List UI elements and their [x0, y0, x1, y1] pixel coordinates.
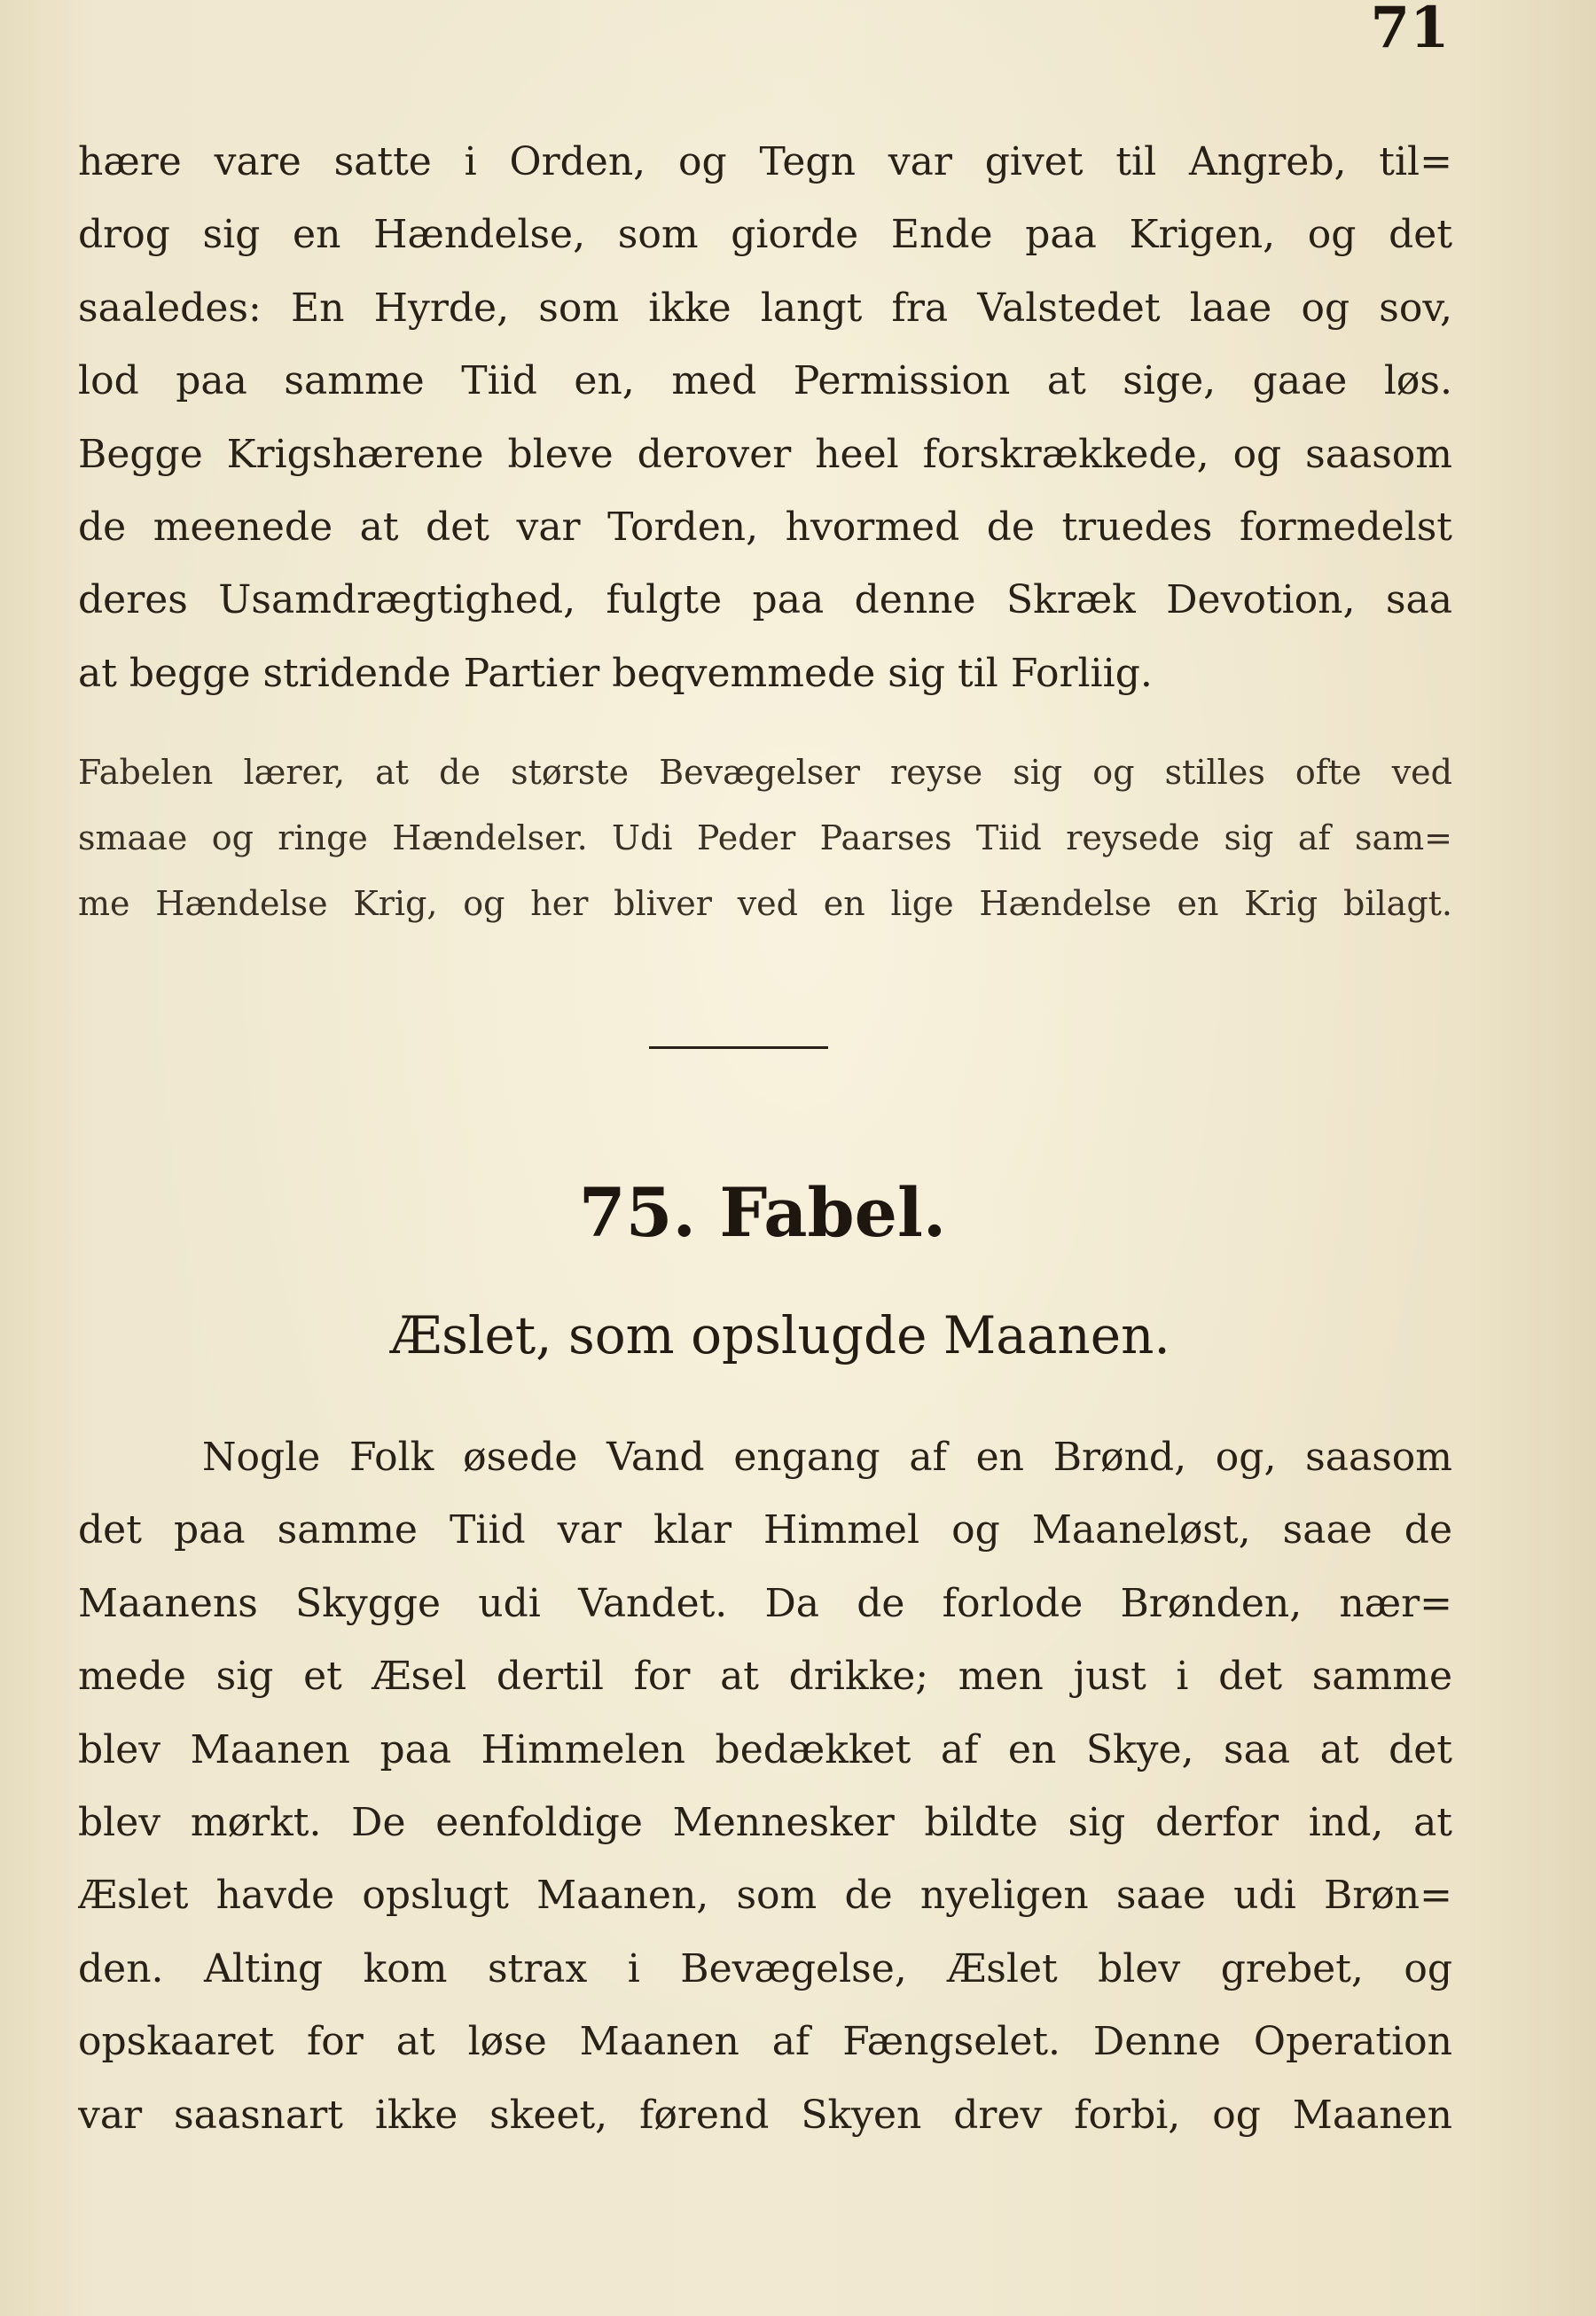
- section-divider: [649, 1046, 828, 1049]
- moral-line: smaae og ringe Hændelser. Udi Peder Paarses Tiid reysede sig af sam=: [78, 818, 1452, 857]
- fable-subtitle: Æslet, som opslugde Maanen.: [390, 1305, 1170, 1365]
- moral-paragraph: [78, 739, 1452, 936]
- page-number: 71: [1370, 0, 1450, 61]
- text-line: blev mørkt. De eenfoldige Mennesker bildte sig derfor ind, at: [78, 1799, 1452, 1845]
- text-line: saaledes: En Hyrde, som ikke langt fra Valstedet laae og sov,: [78, 285, 1452, 331]
- text-line: drog sig en Hændelse, som giorde Ende paa Krigen, og det: [78, 212, 1452, 258]
- text-line: deres Usamdrægtighed, fulgte paa denne Skræk Devotion, saa: [78, 577, 1452, 623]
- text-line: Æslet havde opslugt Maanen, som de nyeligen saae udi Brøn=: [78, 1873, 1452, 1919]
- text-line: lod paa samme Tiid en, med Permission at sige, gaae løs.: [78, 358, 1452, 404]
- text-line: opskaaret for at løse Maanen af Fængselet. Denne Operation: [78, 2019, 1452, 2065]
- text-line: den. Alting kom strax i Bevægelse, Æslet blev grebet, og: [78, 1945, 1452, 1991]
- intro-paragraph: [78, 126, 1452, 710]
- story-paragraph: [78, 1421, 1452, 2152]
- text-line: Begge Krigshærene bleve derover heel forskrækkede, og saasom: [78, 431, 1452, 477]
- text-line: Nogle Folk øsede Vand engang af en Brønd, og, saasom: [202, 1435, 1452, 1480]
- text-line: hære vare satte i Orden, og Tegn var givet til Angreb, til=: [78, 139, 1452, 184]
- text-line: var saasnart ikke skeet, førend Skyen drev forbi, og Maanen: [78, 2092, 1452, 2138]
- text-line: at begge stridende Partier beqvemmede sig til Forliig.: [78, 650, 1153, 696]
- text-line: de meenede at det var Torden, hvormed de truedes formedelst: [78, 504, 1452, 550]
- text-line: Maanens Skygge udi Vandet. Da de forlode Brønden, nær=: [78, 1580, 1452, 1626]
- fable-heading: 75. Fabel.: [578, 1173, 947, 1252]
- text-line: mede sig et Æsel dertil for at drikke; men just i det samme: [78, 1654, 1452, 1700]
- text-line: det paa samme Tiid var klar Himmel og Maaneløst, saae de: [78, 1507, 1452, 1553]
- text-line: blev Maanen paa Himmelen bedækket af en Skye, saa at det: [78, 1726, 1452, 1772]
- moral-line: me Hændelse Krig, og her bliver ved en lige Hændelse en Krig bilagt.: [78, 884, 1452, 923]
- moral-line: Fabelen lærer, at de største Bevægelser reyse sig og stilles ofte ved: [78, 753, 1452, 792]
